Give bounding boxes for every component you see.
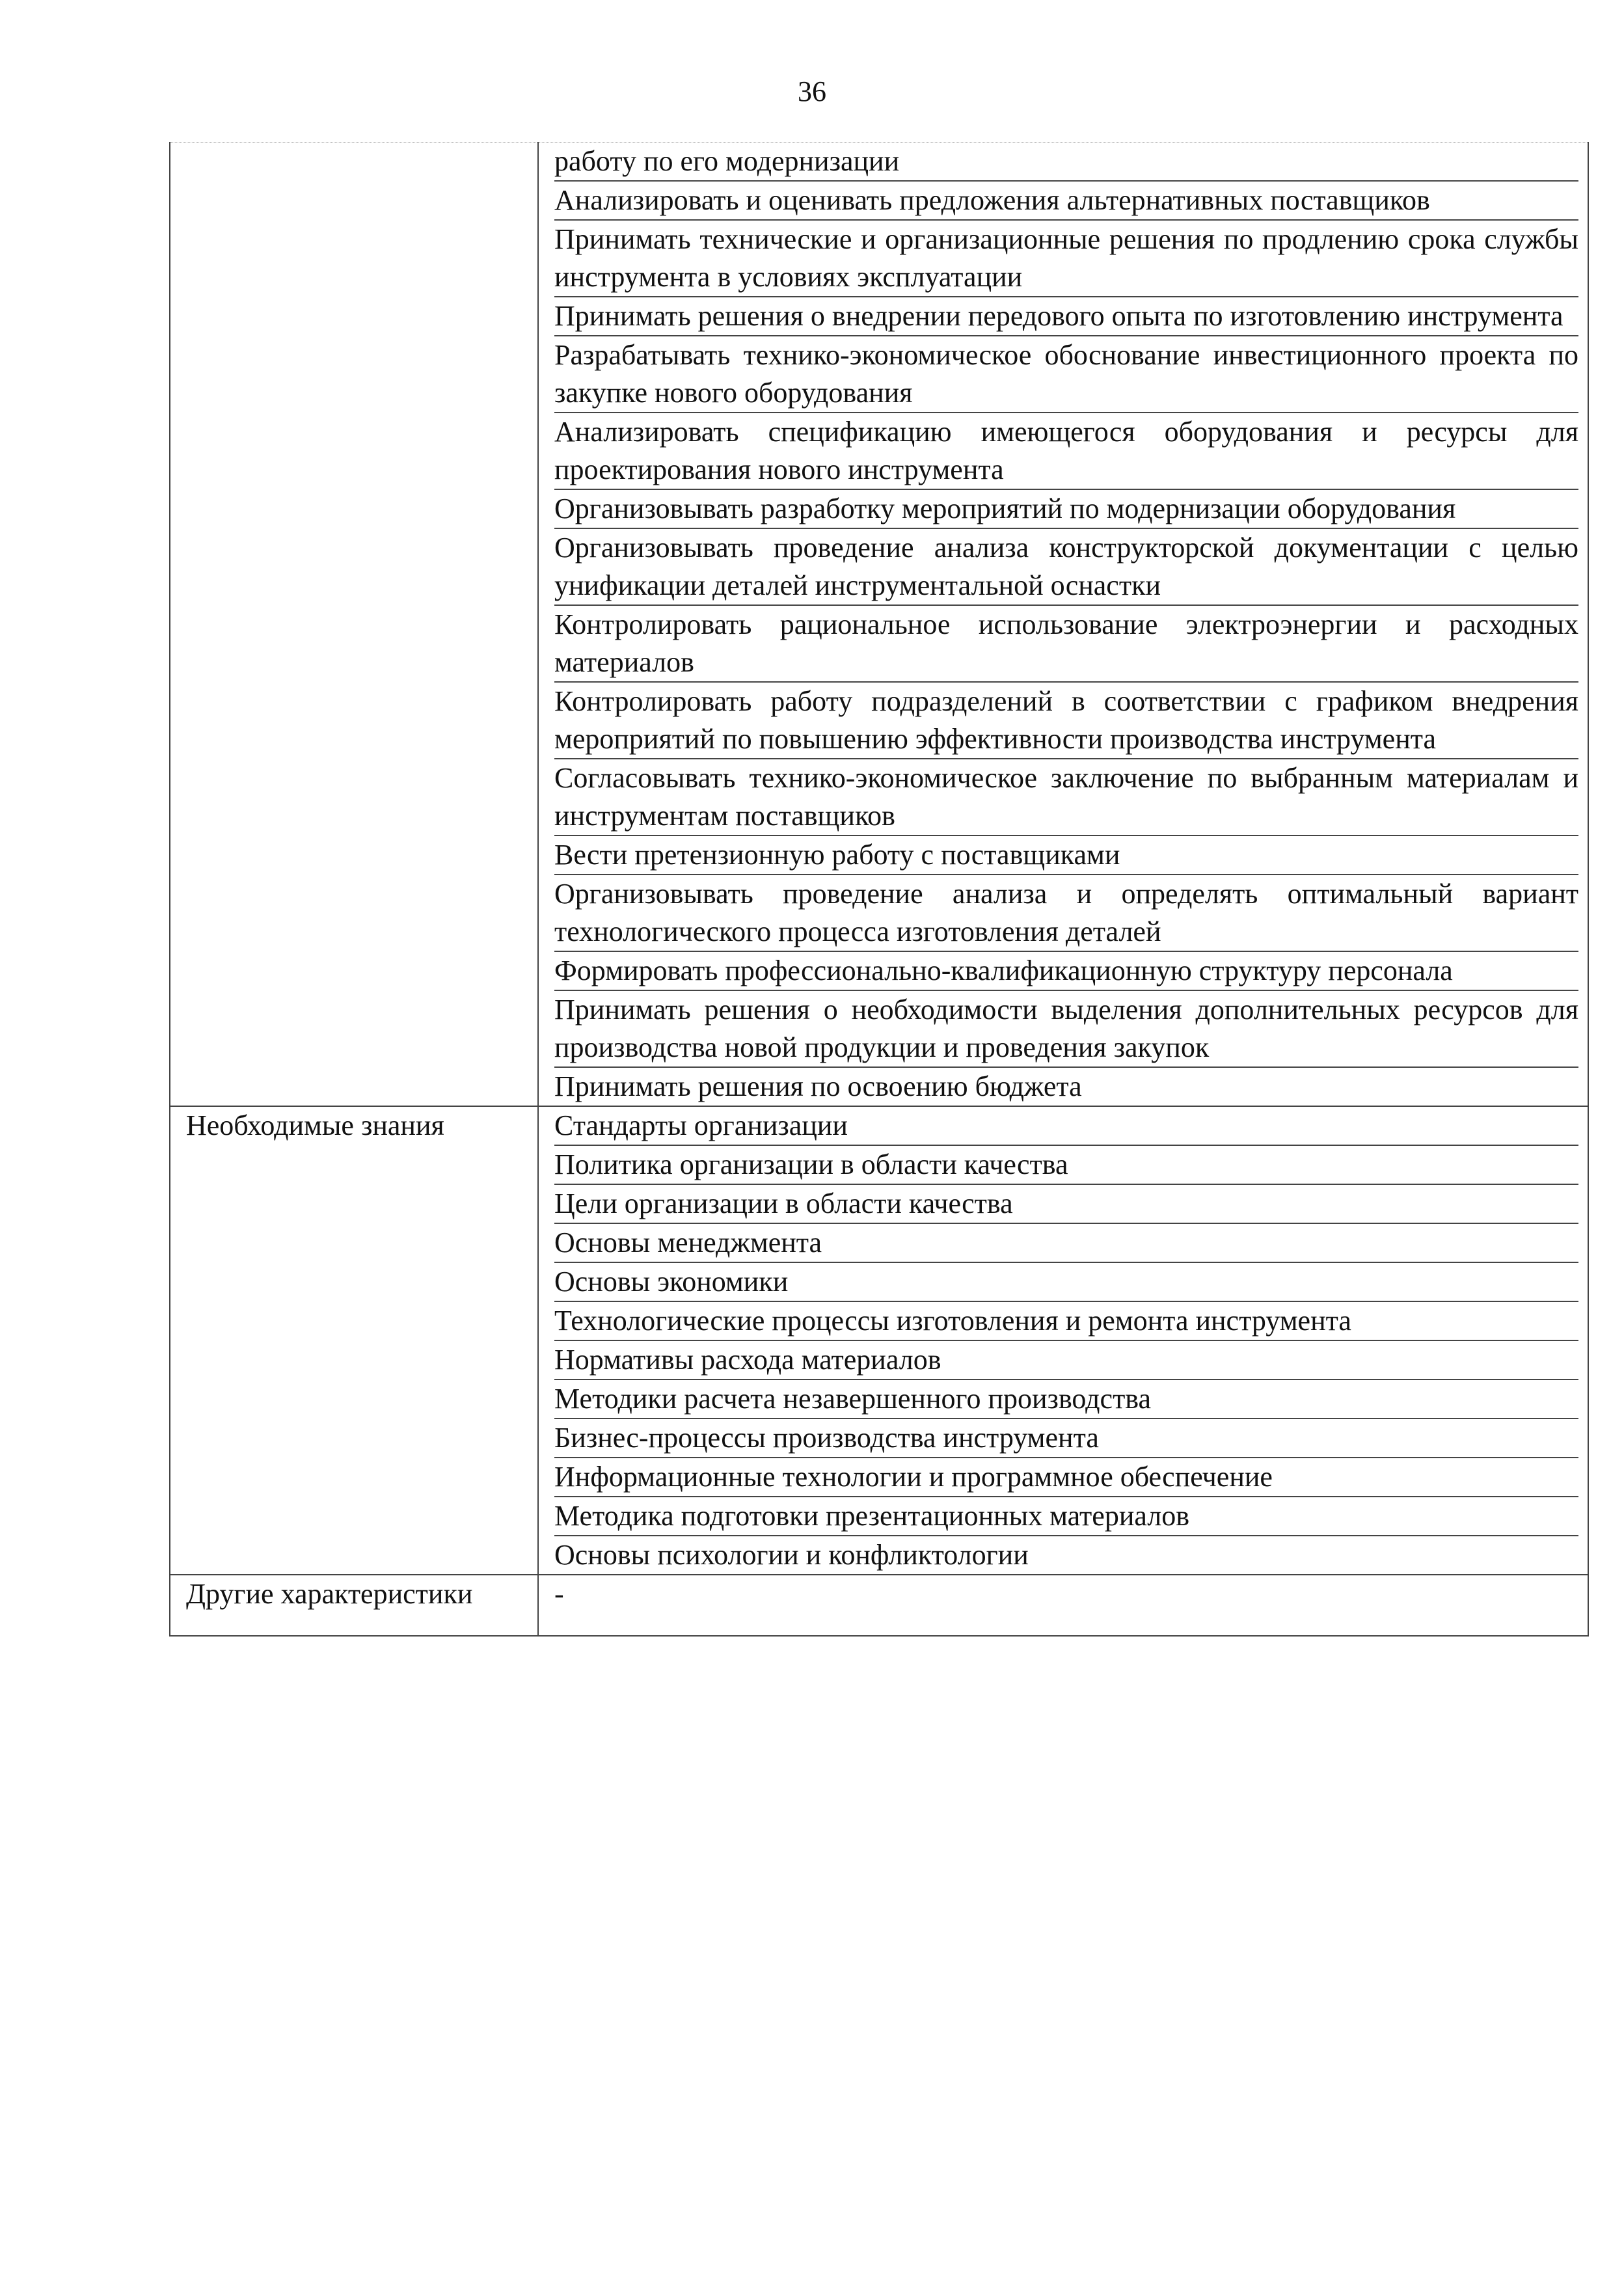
skills-list-cell: [538, 143, 1588, 1107]
other-list: [554, 1575, 1578, 1635]
list-item: Принимать технические и организационные решения по продлению срока службы инструмента в условиях эксплуатации: [554, 221, 1578, 297]
page-number: 36: [798, 75, 826, 107]
skills-list: [554, 143, 1578, 1106]
list-item: -: [554, 1578, 564, 1610]
other-list-cell: [538, 1575, 1588, 1636]
list-item: Информационные технологии и программное обеспечение: [554, 1458, 1578, 1497]
list-item: Анализировать спецификацию имеющегося оборудования и ресурсы для проектирования нового инструмента: [554, 413, 1578, 490]
list-item: Принимать решения о необходимости выделения дополнительных ресурсов для производства новой продукции и проведения закупок: [554, 991, 1578, 1068]
list-item: Формировать профессионально-квалификационную структуру персонала: [554, 952, 1578, 991]
list-item: Бизнес-процессы производства инструмента: [554, 1419, 1578, 1458]
table-row-other: [170, 1575, 1588, 1636]
list-item: Разрабатывать технико-экономическое обоснование инвестиционного проекта по закупке нового оборудования: [554, 336, 1578, 413]
list-item: Стандарты организации: [554, 1107, 1578, 1146]
list-item: Контролировать работу подразделений в соответствии с графиком внедрения мероприятий по повышению эффективности производства инструмента: [554, 683, 1578, 759]
list-item: Методики расчета незавершенного производства: [554, 1380, 1578, 1419]
list-item: Организовывать проведение анализа конструкторской документации с целью унификации деталей инструментальной оснастки: [554, 529, 1578, 606]
list-item: Методика подготовки презентационных материалов: [554, 1497, 1578, 1536]
list-item: Технологические процессы изготовления и ремонта инструмента: [554, 1302, 1578, 1341]
list-item: Контролировать рациональное использование электроэнергии и расходных материалов: [554, 606, 1578, 683]
list-item: Политика организации в области качества: [554, 1146, 1578, 1185]
list-item: Анализировать и оценивать предложения альтернативных поставщиков: [554, 182, 1578, 221]
list-item: Цели организации в области качества: [554, 1185, 1578, 1224]
table-row-knowledge: [170, 1106, 1588, 1575]
list-item: Нормативы расхода материалов: [554, 1341, 1578, 1380]
list-item: Вести претензионную работу с поставщиками: [554, 836, 1578, 875]
list-item: Основы психологии и конфликтологии: [554, 1539, 1029, 1571]
list-item: Принимать решения по освоению бюджета: [554, 1070, 1082, 1102]
list-item: Основы экономики: [554, 1263, 1578, 1302]
table-row-skills: [170, 143, 1588, 1107]
knowledge-list: [554, 1107, 1578, 1574]
row-label-skills: [170, 143, 538, 1107]
list-item: Принимать решения о внедрении передового опыта по изготовлению инструмента: [554, 297, 1578, 336]
list-item: Организовывать разработку мероприятий по модернизации оборудования: [554, 490, 1578, 529]
characteristics-table: [169, 142, 1589, 1637]
list-item: Согласовывать технико-экономическое заключение по выбранным материалам и инструментам поставщиков: [554, 759, 1578, 836]
list-item: Организовывать проведение анализа и определять оптимальный вариант технологического процесса изготовления деталей: [554, 875, 1578, 952]
row-label-knowledge: Необходимые знания: [170, 1106, 538, 1575]
knowledge-list-cell: [538, 1106, 1588, 1575]
row-label-other: Другие характеристики: [170, 1575, 538, 1636]
list-item: Основы менеджмента: [554, 1224, 1578, 1263]
list-item: работу по его модернизации: [554, 143, 1578, 182]
